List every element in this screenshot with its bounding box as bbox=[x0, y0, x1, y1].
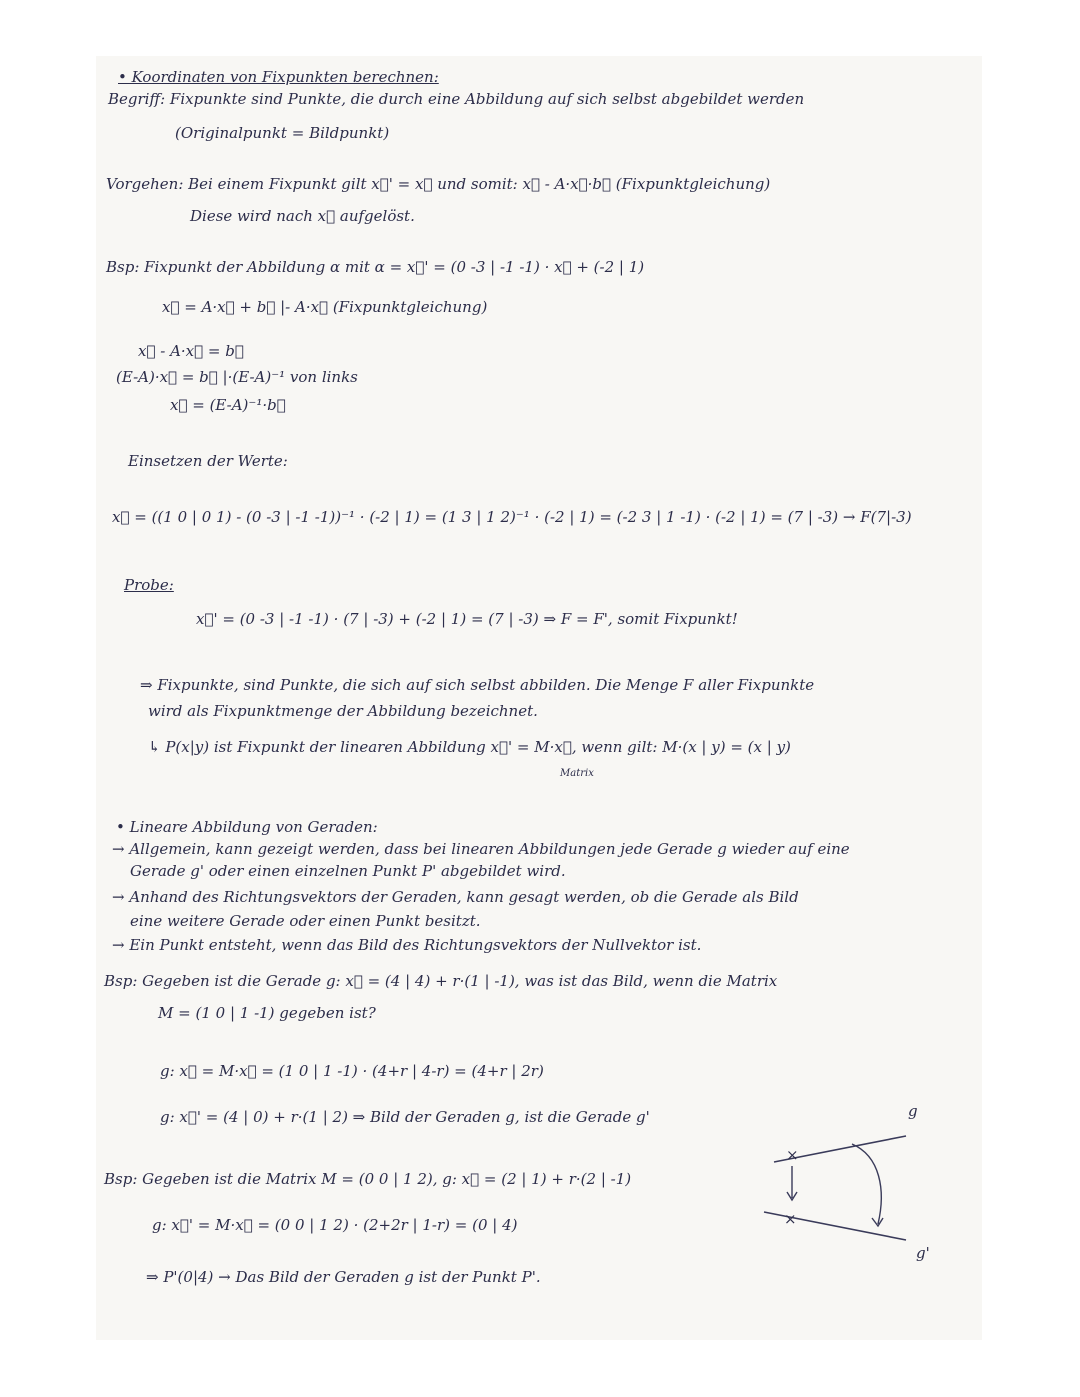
fixpoint-condition: ↳ P(x|y) ist Fixpunkt der linearen Abbildung x⃗' = M·x⃗, wenn gilt: M·(x | y) = (x | y) bbox=[148, 738, 791, 756]
check-heading: Probe: bbox=[124, 576, 174, 594]
equation-line: (E-A)·x⃗ = b⃗ |·(E-A)⁻¹ von links bbox=[116, 368, 358, 386]
lines-text: eine weitere Gerade oder einen Punkt besitzt. bbox=[130, 912, 481, 930]
check-calculation: x⃗' = (0 -3 | -1 -1) · (7 | -3) + (-2 | 1) = (7 | -3) ⇒ F = F', somit Fixpunkt! bbox=[196, 610, 738, 628]
lines-text: Gerade g' oder einen einzelnen Punkt P' abgebildet wird. bbox=[130, 862, 566, 880]
heading-fixpunkte: • Koordinaten von Fixpunkten berechnen: bbox=[118, 68, 439, 86]
heading-geraden: • Lineare Abbildung von Geraden: bbox=[116, 818, 378, 836]
calculation-line: x⃗ = ((1 0 | 0 1) - (0 -3 | -1 -1))⁻¹ · (-2 | 1) = (1 3 | 1 2)⁻¹ · (-2 | 1) = (-2 3 | 1 -1) · (-2 | 1) = (7 | -3) → F(7|-3) bbox=[112, 508, 912, 526]
line-mapping-sketch bbox=[756, 1100, 946, 1280]
arrow-down-icon bbox=[787, 1166, 797, 1200]
procedure-line-2: Diese wird nach x⃗ aufgelöst. bbox=[190, 207, 415, 225]
example-1-title: Bsp: Fixpunkt der Abbildung α mit α = x⃗' = (0 -3 | -1 -1) · x⃗ + (-2 | 1) bbox=[106, 258, 645, 276]
label-g-prime: g' bbox=[916, 1244, 930, 1262]
example-3-calculation: g: x⃗' = M·x⃗ = (0 0 | 1 2) · (2+2r | 1-r) = (0 | 4) bbox=[152, 1216, 518, 1234]
example-2-calculation: g: x⃗ = M·x⃗ = (1 0 | 1 -1) · (4+r | 4-r) = (4+r | 2r) bbox=[160, 1062, 544, 1080]
example-3-title: Bsp: Gegeben ist die Matrix M = (0 0 | 1 2), g: x⃗ = (2 | 1) + r·(2 | -1) bbox=[104, 1170, 632, 1188]
substitute-heading: Einsetzen der Werte: bbox=[128, 452, 288, 470]
procedure-line: Vorgehen: Bei einem Fixpunkt gilt x⃗' = x⃗ und somit: x⃗ - A·x⃗·b⃗ (Fixpunktgleichung) bbox=[106, 175, 771, 193]
example-2-title: Bsp: Gegeben ist die Gerade g: x⃗ = (4 | 4) + r·(1 | -1), was ist das Bild, wenn die Matrix bbox=[104, 972, 778, 990]
definition-line: Begriff: Fixpunkte sind Punkte, die durch eine Abbildung auf sich selbst abgebildet werden bbox=[108, 90, 805, 108]
cross-mark: × bbox=[784, 1210, 797, 1228]
label-g: g bbox=[908, 1102, 918, 1120]
definition-line-2: (Originalpunkt = Bildpunkt) bbox=[175, 124, 390, 142]
conclusion-line: ⇒ Fixpunkte, sind Punkte, die sich auf sich selbst abbilden. Die Menge F aller Fixpunkte bbox=[140, 676, 815, 694]
equation-line: x⃗ = (E-A)⁻¹·b⃗ bbox=[170, 396, 286, 414]
example-3-result: ⇒ P'(0|4) → Das Bild der Geraden g ist der Punkt P'. bbox=[146, 1268, 541, 1286]
lines-text: → Ein Punkt entsteht, wenn das Bild des Richtungsvektors der Nullvektor ist. bbox=[112, 936, 702, 954]
equation-line: x⃗ - A·x⃗ = b⃗ bbox=[138, 342, 244, 360]
matrix-note: Matrix bbox=[560, 768, 594, 779]
equation-line: x⃗ = A·x⃗ + b⃗ |- A·x⃗ (Fixpunktgleichung) bbox=[162, 298, 488, 316]
lines-text: → Allgemein, kann gezeigt werden, dass bei linearen Abbildungen jede Gerade g wieder auf eine bbox=[112, 840, 850, 858]
example-2-matrix: M = (1 0 | 1 -1) gegeben ist? bbox=[158, 1004, 376, 1022]
cross-mark: × bbox=[786, 1146, 799, 1164]
arrow-down-icon bbox=[852, 1144, 883, 1226]
conclusion-line-2: wird als Fixpunktmenge der Abbildung bezeichnet. bbox=[148, 702, 538, 720]
lines-text: → Anhand des Richtungsvektors der Geraden, kann gesagt werden, ob die Gerade als Bild bbox=[112, 888, 799, 906]
example-2-result: g: x⃗' = (4 | 0) + r·(1 | 2) ⇒ Bild der Geraden g, ist die Gerade g' bbox=[160, 1108, 650, 1126]
